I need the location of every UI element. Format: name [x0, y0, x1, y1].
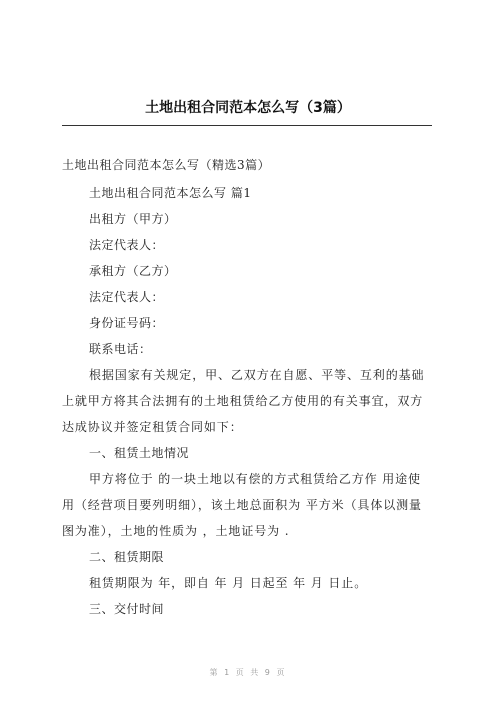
- party-b-label: 承租方（乙方）: [89, 264, 177, 278]
- title-divider: [62, 125, 432, 126]
- document-heading: 土地出租合同范本怎么写（精选3篇）: [62, 158, 271, 172]
- body-line: 达成协议并签定租赁合同如下：: [62, 420, 243, 434]
- id-number-label: 身份证号码：: [89, 316, 165, 330]
- party-a-representative-label: 法定代表人：: [89, 238, 165, 252]
- section-heading-land: 一、租赁土地情况: [89, 446, 190, 460]
- page-number: 第 1 页 共 9 页: [209, 668, 287, 677]
- phone-label: 联系电话：: [89, 342, 152, 356]
- body-line: 根据国家有关规定，甲、乙双方在自愿、平等、互利的基础: [89, 368, 425, 382]
- party-a-label: 出租方（甲方）: [89, 212, 177, 226]
- body-line: 图为准），土地的性质为 ，土地证号为 .: [62, 524, 290, 538]
- body-line: 租赁期限为 年，即自 年 月 日起至 年 月 日止。: [89, 576, 368, 590]
- party-b-representative-label: 法定代表人：: [89, 290, 165, 304]
- section-heading-delivery: 三、交付时间: [89, 602, 165, 616]
- page-title: 土地出租合同范本怎么写（3篇）: [145, 100, 351, 116]
- body-line: 用（经营项目要列明细），该土地总面积为 平方米（具体以测量: [62, 498, 422, 512]
- body-line: 甲方将位于 的一块土地以有偿的方式租赁给乙方作 用途使: [89, 472, 421, 486]
- body-line: 上就甲方将其合法拥有的土地租赁给乙方使用的有关事宜，双方: [62, 394, 424, 408]
- section-heading-term: 二、租赁期限: [89, 550, 165, 564]
- section-heading-1: 土地出租合同范本怎么写 篇1: [89, 186, 252, 200]
